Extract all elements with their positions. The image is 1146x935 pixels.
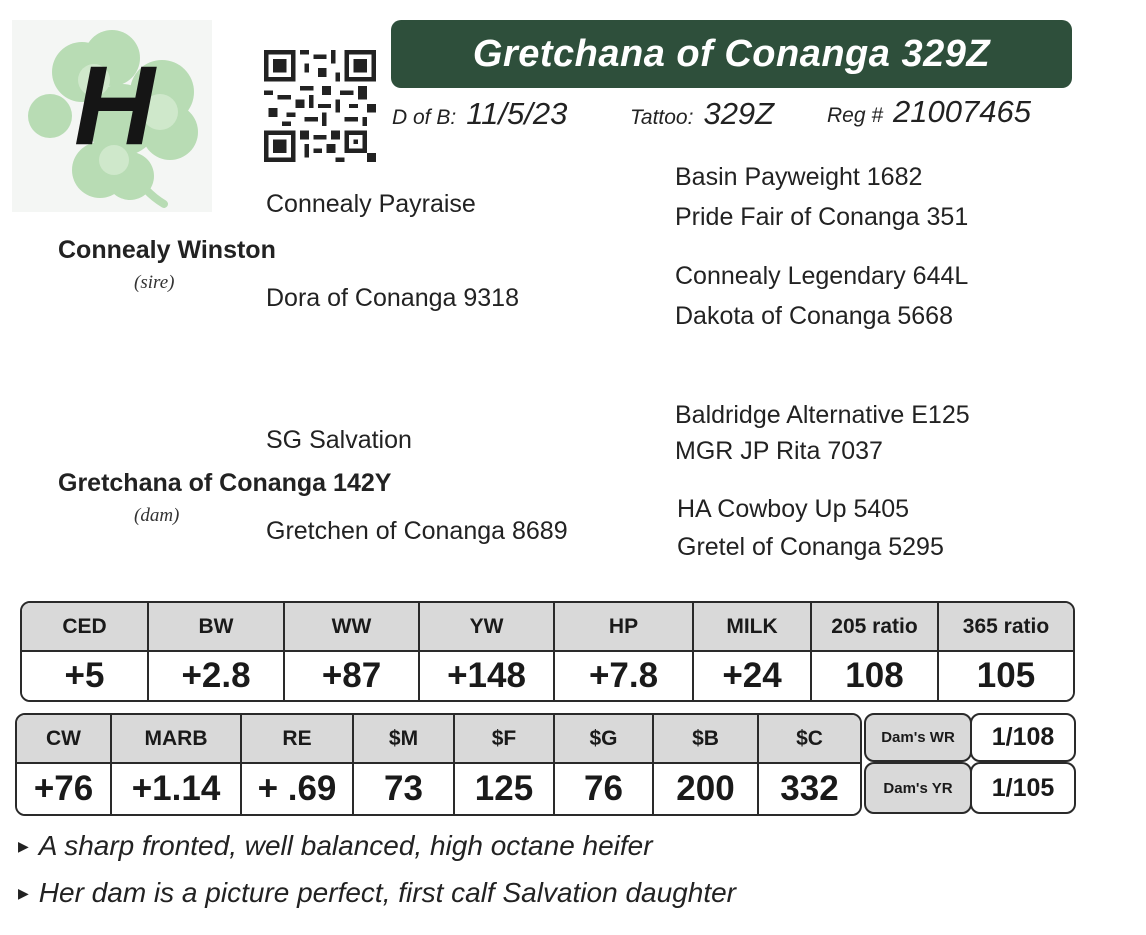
pedigree-dss: Baldridge Alternative E125 [675, 401, 970, 429]
dams-yr-label: Dam's YR [864, 762, 972, 814]
value-m: 73 [354, 764, 455, 814]
tattoo-value: 329Z [703, 96, 775, 131]
note-1-text: A sharp fronted, well balanced, high octane heifer [38, 830, 653, 861]
note-2-text: Her dam is a picture perfect, first calf Salvation daughter [38, 877, 736, 908]
dams-yr-value: 1/105 [970, 762, 1076, 814]
pedigree-sire: Connealy Winston [58, 236, 276, 264]
epd-table-2-header [17, 715, 860, 764]
header-re: RE [242, 715, 354, 762]
epd-table-1-values [22, 652, 1073, 700]
animal-name: Gretchana of Conanga 329Z [472, 32, 991, 75]
pedigree-dam-sire: SG Salvation [266, 426, 412, 454]
value-365-ratio: 105 [939, 652, 1073, 700]
header-milk: MILK [694, 603, 812, 650]
value-marb: +1.14 [112, 764, 242, 814]
dam-role: (dam) [134, 505, 180, 526]
dams-wr-label: Dam's WR [864, 713, 972, 762]
note-1 [18, 830, 653, 862]
dob-value: 11/5/23 [466, 96, 568, 131]
value-g: 76 [555, 764, 654, 814]
header-marb: MARB [112, 715, 242, 762]
pedigree-sdd: Dakota of Conanga 5668 [675, 302, 953, 330]
value-c: 332 [759, 764, 860, 814]
header-bw: BW [149, 603, 285, 650]
pedigree-sire-dam: Dora of Conanga 9318 [266, 284, 519, 312]
reg [827, 94, 1031, 130]
header-ww: WW [285, 603, 420, 650]
header-b: $B [654, 715, 759, 762]
pedigree-sire-sire: Connealy Payraise [266, 190, 476, 218]
logo-letter: H [74, 43, 155, 168]
dams-wr-value: 1/108 [970, 713, 1076, 762]
pedigree-dsd: MGR JP Rita 7037 [675, 437, 883, 465]
pedigree-dam-dam: Gretchen of Conanga 8689 [266, 517, 568, 545]
header-c: $C [759, 715, 860, 762]
note-2 [18, 877, 736, 909]
reg-label: Reg # [827, 104, 884, 127]
title-bar [391, 20, 1072, 88]
header-yw: YW [420, 603, 555, 650]
reg-value: 21007465 [893, 94, 1031, 129]
dob [392, 96, 567, 132]
value-yw: +148 [420, 652, 555, 700]
header-365-ratio: 365 ratio [939, 603, 1073, 650]
header-205-ratio: 205 ratio [812, 603, 939, 650]
epd-table-2-values [17, 764, 860, 814]
value-ww: +87 [285, 652, 420, 700]
header-g: $G [555, 715, 654, 762]
epd-table-1 [20, 601, 1075, 702]
value-205-ratio: 108 [812, 652, 939, 700]
header-cw: CW [17, 715, 112, 762]
epd-table-2 [15, 713, 862, 816]
header-ced: CED [22, 603, 149, 650]
value-b: 200 [654, 764, 759, 814]
header-m: $M [354, 715, 455, 762]
tattoo [630, 96, 774, 132]
header-f: $F [455, 715, 555, 762]
dam-ratios [864, 713, 1076, 814]
qr-code-icon [261, 50, 379, 162]
value-f: 125 [455, 764, 555, 814]
pedigree-sds: Connealy Legendary 644L [675, 262, 969, 290]
value-cw: +76 [17, 764, 112, 814]
pedigree-dam: Gretchana of Conanga 142Y [58, 469, 392, 497]
value-hp: +7.8 [555, 652, 694, 700]
logo [12, 20, 212, 212]
value-ced: +5 [22, 652, 149, 700]
tattoo-label: Tattoo: [630, 106, 694, 129]
qr-code [261, 50, 379, 162]
pedigree-ddd: Gretel of Conanga 5295 [677, 533, 944, 561]
pedigree-ssd: Pride Fair of Conanga 351 [675, 203, 969, 231]
header-hp: HP [555, 603, 694, 650]
value-re: + .69 [242, 764, 354, 814]
bullet-icon: ▶ [18, 884, 29, 901]
value-milk: +24 [694, 652, 812, 700]
value-bw: +2.8 [149, 652, 285, 700]
pedigree-dds: HA Cowboy Up 5405 [677, 495, 910, 523]
bullet-icon: ▶ [18, 837, 29, 854]
epd-table-1-header [22, 603, 1073, 652]
dob-label: D of B: [392, 106, 457, 129]
sire-role: (sire) [134, 272, 175, 293]
pedigree-sss: Basin Payweight 1682 [675, 163, 923, 191]
